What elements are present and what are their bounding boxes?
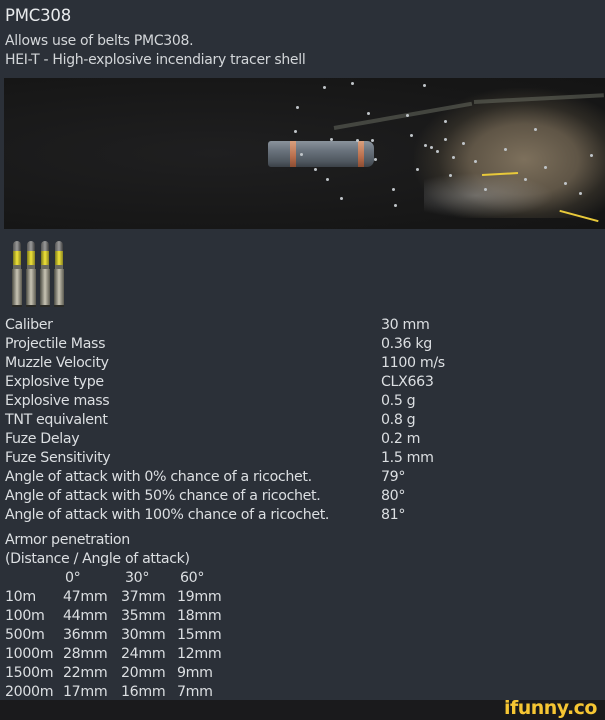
penetration-cell: 37mm [121, 589, 166, 605]
cartridge-icon [26, 241, 36, 307]
armor-title: Armor penetration [5, 532, 130, 548]
stat-row-projectile-mass [5, 335, 432, 354]
stat-label: Fuze Delay [5, 431, 80, 447]
distance-cell: 1500m [5, 665, 54, 681]
distance-cell: 500m [5, 627, 45, 643]
stat-value: 0.36 kg [381, 336, 432, 352]
stat-label: TNT equivalent [5, 412, 108, 428]
stat-value: 0.5 g [381, 393, 416, 409]
stat-row-ricochet-0 [5, 468, 406, 487]
shell-band [358, 141, 364, 167]
angle-header: 30° [125, 570, 150, 586]
penetration-cell: 36mm [63, 627, 108, 643]
stat-value: 30 mm [381, 317, 430, 333]
penetration-cell: 18mm [177, 608, 222, 624]
penetration-cell: 19mm [177, 589, 222, 605]
armor-penetration-table [5, 531, 222, 702]
penetration-cell: 30mm [121, 627, 166, 643]
penetration-cell: 9mm [177, 665, 213, 681]
stat-row-explosive-type [5, 373, 434, 392]
penetration-cell: 35mm [121, 608, 166, 624]
stat-value: 1100 m/s [381, 355, 445, 371]
penetration-cell: 44mm [63, 608, 108, 624]
armor-row [5, 645, 222, 664]
stat-row-tnt-equivalent [5, 411, 416, 430]
penetration-cell: 16mm [121, 684, 166, 700]
shell-projectile [268, 141, 374, 167]
armor-subtitle: (Distance / Angle of attack) [5, 551, 190, 567]
penetration-cell: 24mm [121, 646, 166, 662]
ifunny-watermark: ifunny.co [503, 697, 597, 719]
stat-label: Angle of attack with 0% chance of a ricochet. [5, 469, 312, 485]
cartridge-icon [40, 241, 50, 307]
distance-cell: 10m [5, 589, 36, 605]
distance-cell: 100m [5, 608, 45, 624]
penetration-cell: 47mm [63, 589, 108, 605]
ammo-stats-list [5, 316, 445, 525]
stat-value: 1.5 mm [381, 450, 434, 466]
stat-row-fuze-sensitivity [5, 449, 434, 468]
armor-row [5, 626, 222, 645]
distance-cell: 1000m [5, 646, 54, 662]
stat-row-ricochet-50 [5, 487, 406, 506]
ammo-type-description: HEI-T - High-explosive incendiary tracer shell [5, 52, 306, 68]
smoke-effect [424, 173, 554, 218]
armor-header-row [5, 569, 205, 588]
stat-row-caliber [5, 316, 430, 335]
stat-label: Caliber [5, 317, 53, 333]
stat-label: Explosive mass [5, 393, 110, 409]
distance-cell: 2000m [5, 684, 54, 700]
stat-label: Angle of attack with 100% chance of a ricochet. [5, 507, 330, 523]
cartridge-icon [54, 241, 64, 307]
stat-value: 0.2 m [381, 431, 421, 447]
penetration-cell: 7mm [177, 684, 213, 700]
armor-row [5, 664, 213, 683]
stat-row-explosive-mass [5, 392, 416, 411]
stat-row-muzzle-velocity [5, 354, 445, 373]
stat-row-ricochet-100 [5, 506, 406, 525]
ammo-belt-icon [12, 241, 64, 307]
angle-header: 0° [65, 570, 81, 586]
penetration-cell: 22mm [63, 665, 108, 681]
stat-label: Angle of attack with 50% chance of a ricochet. [5, 488, 321, 504]
stat-value: 79° [381, 469, 406, 485]
ammo-description-line: Allows use of belts PMC308. [5, 33, 194, 49]
penetration-cell: 12mm [177, 646, 222, 662]
stat-value: 0.8 g [381, 412, 416, 428]
stat-value: 80° [381, 488, 406, 504]
shell-band [290, 141, 296, 167]
angle-header: 60° [180, 570, 205, 586]
stat-value: 81° [381, 507, 406, 523]
penetration-cell: 17mm [63, 684, 108, 700]
stat-value: CLX663 [381, 374, 434, 390]
watermark-bar [0, 697, 605, 720]
shell-preview-image [4, 78, 605, 229]
penetration-cell: 20mm [121, 665, 166, 681]
armor-row [5, 607, 222, 626]
stat-label: Muzzle Velocity [5, 355, 109, 371]
stat-label: Fuze Sensitivity [5, 450, 111, 466]
penetration-cell: 28mm [63, 646, 108, 662]
armor-row [5, 588, 222, 607]
ammo-title: PMC308 [5, 6, 72, 25]
stat-row-fuze-delay [5, 430, 421, 449]
stat-label: Projectile Mass [5, 336, 106, 352]
cartridge-icon [12, 241, 22, 307]
penetration-cell: 15mm [177, 627, 222, 643]
stat-label: Explosive type [5, 374, 104, 390]
